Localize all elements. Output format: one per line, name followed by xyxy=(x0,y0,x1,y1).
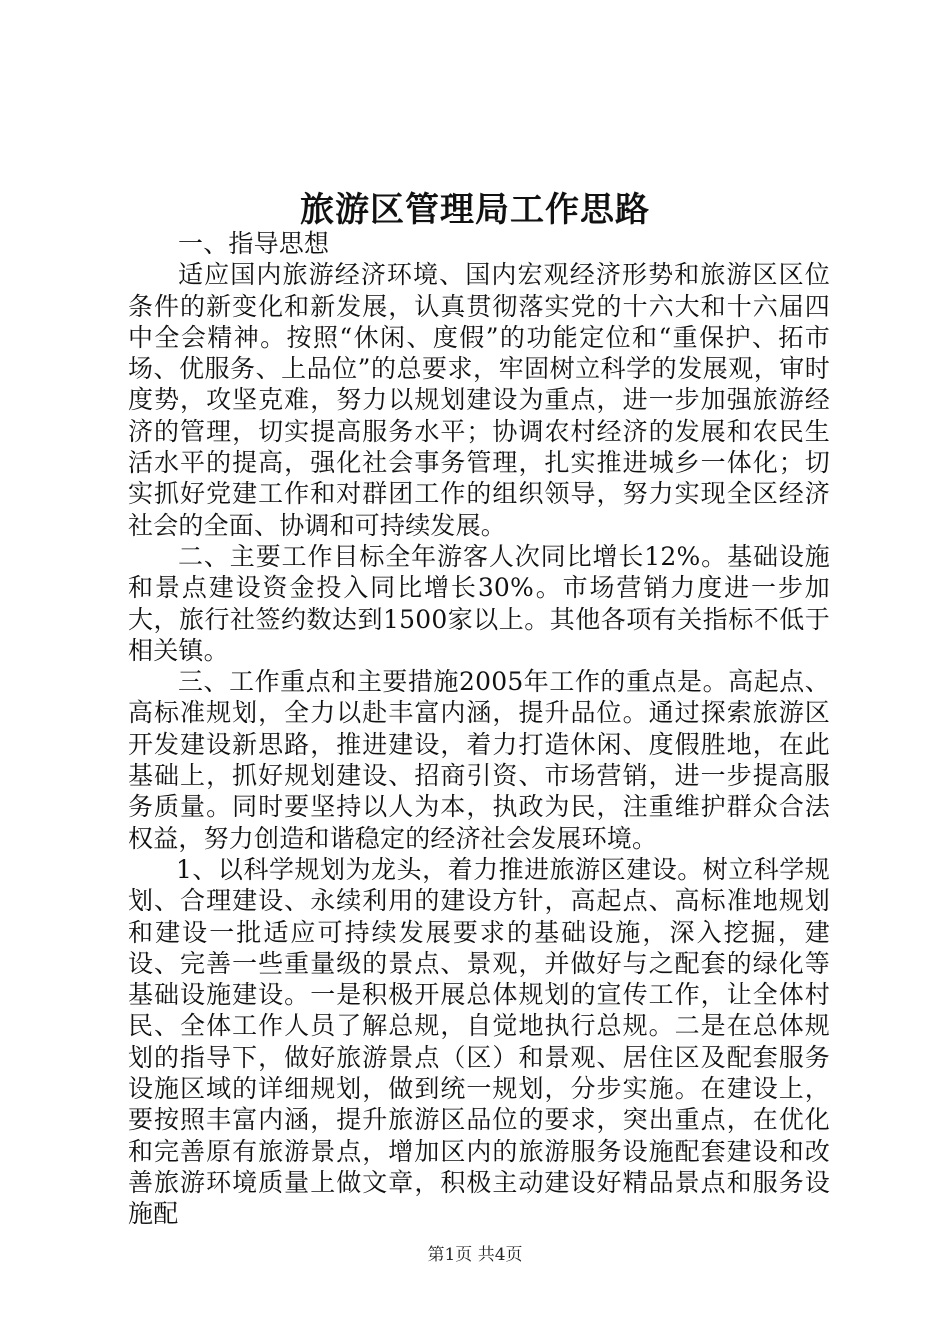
section-heading-guiding-ideology: 一、指导思想 xyxy=(178,229,330,258)
paragraph-main-goals: 二、主要工作目标全年游客人次同比增长12%。基础设施和景点建设资金投入同比增长30%。市场营销力度进一步加大，旅行社签约数达到1500家以上。其他各项有关指标不低于相关镇。 xyxy=(128,541,830,665)
document-body xyxy=(128,228,830,1230)
paragraph-guiding-ideology: 适应国内旅游经济环境、国内宏观经济形势和旅游区区位条件的新变化和新发展，认真贯彻落实党的十六大和十六届四中全会精神。按照“休闲、度假”的功能定位和“重保护、拓市场、优服务、上品位”的总要求，牢固树立科学的发展观，审时度势，攻坚克难，努力以规划建设为重点，进一步加强旅游经济的管理，切实提高服务水平；协调农村经济的发展和农民生活水平的提高，强化社会事务管理，扎实推进城乡一体化；切实抓好党建工作和对群团工作的组织领导，努力实现全区经济社会的全面、协调和可持续发展。 xyxy=(128,260,830,540)
paragraph-key-work: 三、工作重点和主要措施2005年工作的重点是。高起点、高标准规划，全力以赴丰富内涵，提升品位。通过探索旅游区开发建设新思路，推进建设，着力打造休闲、度假胜地，在此基础上，抓好规划建设、招商引资、市场营销，进一步提高服务质量。同时要坚持以人为本，执政为民，注重维护群众合法权益，努力创造和谐稳定的经济社会发展环境。 xyxy=(128,667,830,853)
paragraph-planning: 1、以科学规划为龙头，着力推进旅游区建设。树立科学规划、合理建设、永续利用的建设方针，高起点、高标准地规划和建设一批适应可持续发展要求的基础设施，深入挖掘，建设、完善一些重量级的景点、景观，并做好与之配套的绿化等基础设施建设。一是积极开展总体规划的宣传工作，让全体村民、全体工作人员了解总规，自觉地执行总规。二是在总体规划的指导下，做好旅游景点（区）和景观、居住区及配套服务设施区域的详细规划，做到统一规划，分步实施。在建设上，要按照丰富内涵，提升旅游区品位的要求，突出重点，在优化和完善原有旅游景点，增加区内的旅游服务设施配套建设和改善旅游环境质量上做文章，积极主动建设好精品景点和服务设施配 xyxy=(128,854,830,1229)
page-footer: 第1页 共4页 xyxy=(427,1245,523,1265)
document-title: 旅游区管理局工作思路 xyxy=(300,190,650,230)
